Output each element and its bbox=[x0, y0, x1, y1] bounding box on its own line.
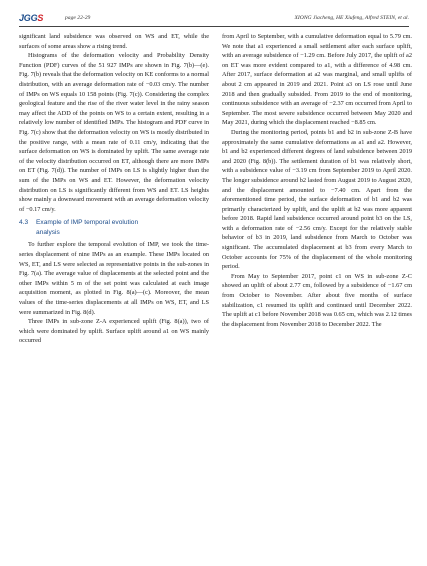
section-number: 4.3 bbox=[19, 219, 29, 227]
header-rule bbox=[19, 26, 409, 27]
page-range: page 22-29 bbox=[65, 15, 91, 21]
section-heading bbox=[19, 218, 209, 237]
paragraph: To further explore the temporal evolution of IMP, we took the time-series displacement of nine IMPs as an example. These IMPs located on WS, ET, and LS were selected as representative points in the sub-zones in Fig. 7(a). The average value of displacements at the selected point and the other IMPs within 5 m of the set point was calculated at each image acquisition moment, as plotted in Fig. 8(a)—(c). Moreover, the mean values of the time-series displacements at all IMPs on WS, ET, and LS were summarized in Fig. 8(d). bbox=[19, 241, 209, 316]
paragraph: from April to September, with a cumulative deformation equal to 5.79 cm. We note that a1 experienced a small settlement after each surface uplift, with an average subsidence of −1.29 cm. Before July 2017, the uplift of a2 on ET was more evident compared to a1, with a difference of 4.98 cm. After 2017, surface deformation at a2 was marginal, and small uplifts of about 2 cm appeared in 2019 and 2021. Point a3 on LS rose until June 2018 and then gradually subsided. From 2019 to the end of monitoring, continuous subsidence with an average of −2.37 cm occurred from April to September. The most severe subsidence occurred between May 2020 and May 2021, during which the displacement reached −8.85 cm. bbox=[222, 33, 412, 127]
page-header bbox=[19, 11, 409, 25]
section-title-line1: Example of IMP temporal evolution bbox=[36, 219, 139, 227]
paragraph: During the monitoring period, points b1 and b2 in sub-zone Z-B have approximately the same cumulative deformations as a1 and a2. However, b1 and b2 experienced different degrees of land subsidence between 2019 and 2020 (Fig. 8(b)). The settlement duration of b1 was relatively short, with a subsidence value of −3.19 cm from September 2019 to April 2020. The longer subsidence around b2 lasted from August 2019 to August 2020, and the displacement amounted to −7.40 cm. Apart from the aforementioned time period, the surface deformation of b1 and b2 was primarily characterized by uplift, and the uplift at b2 was more apparent before 2018. Rapid land subsidence occurred around point b3 on the LS, with a deformation rate of −2.56 cm/y. Except for the relatively stable behavior of b3 in 2019, land subsidence from March to October was significant. The accumulated displacement at b3 from every March to October accounts for 75% of the displacement of the whole monitoring period. bbox=[222, 128, 412, 271]
paragraph: significant land subsidence was observed on WS and ET, while the surfaces of some areas show a rising trend. bbox=[19, 33, 209, 50]
paragraph: From May to September 2017, point c1 on WS in sub-zone Z-C showed an uplift of about 2.77 cm, followed by a subsidence of −1.67 cm from October to November. After about five months of surface stabilization, c1 resumed its uplift and continued until December 2022. The uplift at c1 before November 2018 was 0.65 cm, which was 2.12 times the displacement from November 2018 to December 2022. The bbox=[222, 272, 412, 328]
logo-main: JGG bbox=[19, 13, 38, 23]
left-column bbox=[19, 32, 209, 346]
paragraph: Three IMPs in sub-zone Z-A experienced uplift (Fig. 8(a)), two of which were dominated by uplift. Surface uplift around a1 on WS mainly occurred bbox=[19, 318, 209, 345]
running-authors: XIONG Jiacheng, HE Xiufeng, Alfred STEIN, et al. bbox=[294, 15, 409, 21]
right-column bbox=[222, 32, 412, 329]
logo-accent: S bbox=[37, 13, 44, 23]
paragraph: Histograms of the deformation velocity and Probability Density Function (PDF) curves of the 51 927 IMPs are shown in Fig. 7(b)—(e). Fig. 7(b) reveals that the deformation velocity on KE conforms to a normal distribution, with an average deformation rate of −0.03 cm/y. The number of IMPs on WS equals 10 158 points (Fig. 7(c)). Considering the complex geological feature and the rise of the river water level in the rainy season may affect the ADD of the points on WS to a certain extent, resulting in a relatively low number of identified IMPs. The histogram and PDF curve in Fig. 7(c) show that the deformation velocity on WS is mostly distributed in the positive range, with a mean rate of 0.11 cm/y, indicating that the surface deformation on WS is dominated by uplift. The same average rate of the velocity distribution occurred on ET, although there are more IMPs on ET (Fig. 7(d)). The number of IMPs on LS is slightly higher than the sum of the IMPs on WS and ET. However, the deformation velocity distribution on LS is significantly different from WS and ET. LS heights show mainly a downward movement with an average deformation velocity of −0.17 cm/y. bbox=[19, 52, 209, 213]
section-title-line2: analysis bbox=[36, 228, 60, 236]
journal-logo bbox=[19, 13, 43, 23]
